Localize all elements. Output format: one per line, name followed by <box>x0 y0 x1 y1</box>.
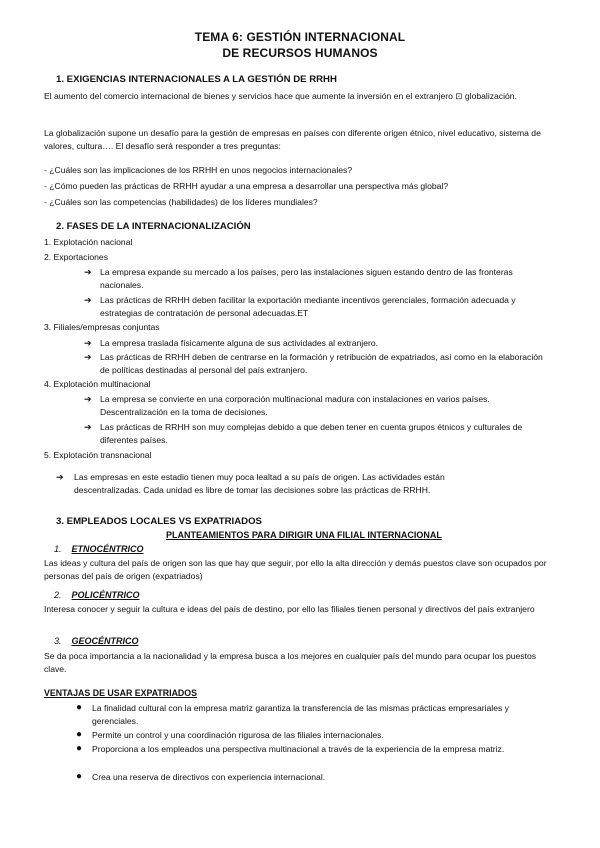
approach-3-title <box>54 636 139 646</box>
phase-5-label: 5. Explotación transnacional <box>44 450 152 460</box>
phase-2-label: 2. Exportaciones <box>44 252 109 262</box>
approach-2-text: Interesa conocer y seguir la cultura e ideas del país de destino, por ello las filiales tienen personal y directivos del país extranjero <box>44 604 535 614</box>
bullet-icon: ● <box>76 729 83 740</box>
arrow-icon: ➔ <box>84 267 92 277</box>
section2-heading: 2. FASES DE LA INTERNACIONALIZACIÓN <box>56 221 251 232</box>
bullet-icon: ● <box>76 702 83 713</box>
phase-5-item <box>56 471 494 496</box>
section3-subheading: PLANTEAMIENTOS PARA DIRIGIR UNA FILIAL INTERNACIONAL <box>166 530 442 540</box>
approach-1-text: Las ideas y cultura del país de origen son las que hay que seguir, por ello la alta dirección y demás puestos clave son ocupados por personas del país de origen (expatriados) <box>44 558 547 581</box>
bullet-icon: ● <box>76 771 83 782</box>
approach-3-name: GEOCÉNTRICO <box>71 636 139 646</box>
phase-2-item-2 <box>84 294 548 319</box>
arrow-icon: ➔ <box>84 422 92 432</box>
advantage-item-2-text: Permite un control y una coordinación rigurosa de las filiales internacionales. <box>92 730 384 740</box>
approach-2-title <box>54 590 140 600</box>
doc-title-line2: DE RECURSOS HUMANOS <box>222 46 378 60</box>
section1-para1: El aumento del comercio internacional de bienes y servicios hace que aumente la inversión en el extranjero ⊡ globalización. <box>44 91 517 101</box>
phase-4-item-2 <box>84 421 548 446</box>
approach-2-name: POLICÉNTRICO <box>71 590 140 600</box>
question-3: - ¿Cuáles son las competencias (habilidades) de los líderes mundiales? <box>44 197 318 207</box>
phase-3-label: 3. Filiales/empresas conjuntas <box>44 322 160 332</box>
phase-2-item-1-text: La empresa expande su mercado a los países, pero las instalaciones siguen estando dentro de las fronteras nacionales. <box>100 267 513 290</box>
advantages-title: VENTAJAS DE USAR EXPATRIADOS <box>44 688 197 698</box>
arrow-icon: ➔ <box>56 472 64 482</box>
doc-title-line1: TEMA 6: GESTIÓN INTERNACIONAL <box>194 30 406 44</box>
arrow-icon: ➔ <box>84 394 92 404</box>
advantage-item-1 <box>76 702 548 727</box>
phase-3-item-2-text: Las prácticas de RRHH deben de centrarse en la formación y retribución de expatriados, así como en la elaboración de políticas destinadas al personal del país extranjero. <box>100 352 543 375</box>
approach-3-text: Se da poca importancia a la nacionalidad y la empresa busca a los mejores en cualquier país del mundo para ocupar los puestos clave. <box>44 651 537 674</box>
arrow-icon: ➔ <box>84 352 92 362</box>
advantage-item-4-text: Crea una reserva de directivos con experiencia internacional. <box>92 772 326 782</box>
section3-heading: 3. EMPLEADOS LOCALES VS EXPATRIADOS <box>56 516 262 527</box>
phase-3-item-2 <box>84 351 548 376</box>
approach-2-num: 2. <box>54 590 62 600</box>
section1-heading: 1. EXIGENCIAS INTERNACIONALES A LA GESTIÓN DE RRHH <box>56 74 337 85</box>
advantage-item-3-text: Proporciona a los empleados una perspectiva multinacional a través de la experiencia de la empresa matriz. <box>92 744 505 754</box>
phase-4-item-1-text: La empresa se convierte en una corporación multinacional madura con instalaciones en varios países. Descentralización en la toma de decisiones. <box>100 394 490 417</box>
approach-1-title <box>54 544 144 554</box>
approach-1-num: 1. <box>54 544 62 554</box>
section1-para2: La globalización supone un desafío para la gestión de empresas en países con diferente origen étnico, nivel educativo, sistema de valores, cultura…. El desafío será responder a tres preguntas: <box>44 128 541 151</box>
phase-1-label: 1. Explotación nacional <box>44 237 133 247</box>
phase-4-item-1 <box>84 393 548 418</box>
advantage-item-1-text: La finalidad cultural con la empresa matriz garantiza la transferencia de las mismas prácticas empresariales y gerenciales. <box>92 703 509 726</box>
approach-3-num: 3. <box>54 636 62 646</box>
advantage-item-2 <box>76 729 548 742</box>
question-2: - ¿Cómo pueden las prácticas de RRHH ayudar a una empresa a desarrollar una perspectiva más global? <box>44 181 449 191</box>
question-1: - ¿Cuáles son las implicaciones de los RRHH en unos negocios internacionales? <box>44 165 353 175</box>
arrow-icon: ➔ <box>84 338 92 348</box>
phase-3-item-1-text: La empresa traslada físicamente alguna de sus actividades al extranjero. <box>100 338 379 348</box>
phase-3-item-1 <box>84 337 548 350</box>
approach-1-name: ETNOCÉNTRICO <box>71 544 144 554</box>
advantage-item-3 <box>76 743 548 756</box>
arrow-icon: ➔ <box>84 295 92 305</box>
phase-4-item-2-text: Las prácticas de RRHH son muy complejas debido a que deben tener en cuenta grupos étnicos y culturales de diferentes países. <box>100 422 523 445</box>
phase-5-item-text: Las empresas en este estadio tienen muy poca lealtad a su país de origen. Las actividades están descentralizadas. Cada unidad es libre de tomar las decisiones sobre las prácticas de RRHH. <box>74 472 445 495</box>
phase-2-item-2-text: Las prácticas de RRHH deben facilitar la exportación mediante incentivos gerenciales, formación adecuada y estrategias de contratación de personal adecuadas.ET <box>100 295 516 318</box>
advantage-item-4 <box>76 771 548 784</box>
phase-4-label: 4. Explotación multinacional <box>44 379 151 389</box>
bullet-icon: ● <box>76 743 83 754</box>
phase-2-item-1 <box>84 266 548 291</box>
